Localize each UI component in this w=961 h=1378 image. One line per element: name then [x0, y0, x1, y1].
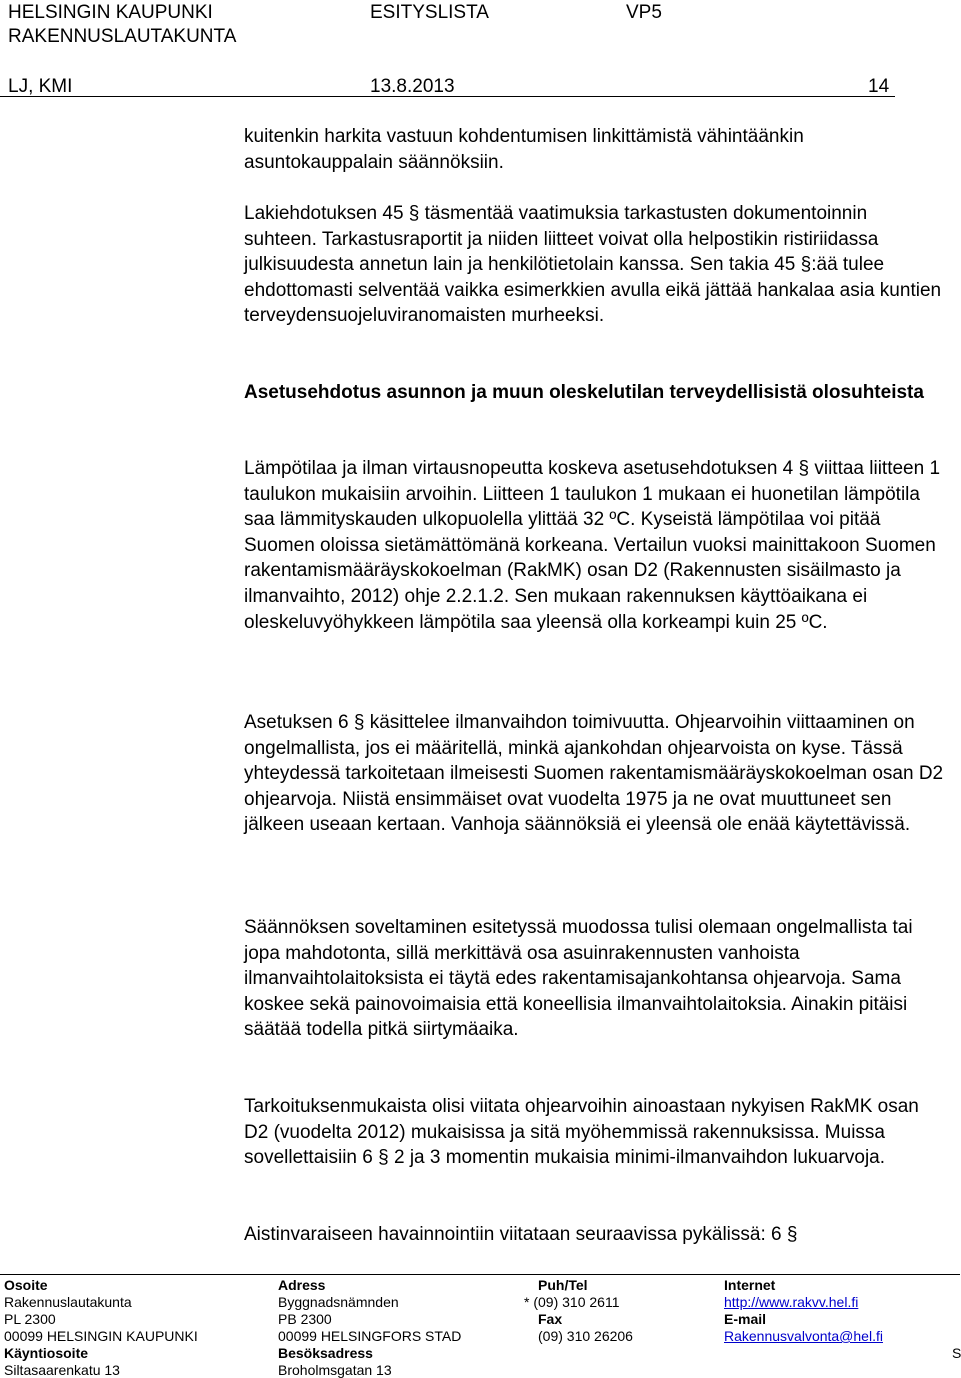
footer-email-heading: E-mail [724, 1311, 767, 1327]
footer-besoksadress-heading: Besöksadress [278, 1345, 373, 1361]
section-heading: Asetusehdotus asunnon ja muun oleskelutilan terveydellisistä olosuhteista [244, 382, 924, 403]
paragraph-7: Aistinvaraiseen havainnointiin viitataan seuraavissa pykälissä: 6 § [244, 1224, 798, 1245]
footer-email-link[interactable]: Rakennusvalvonta@hel.fi [724, 1328, 883, 1344]
footer-website-link[interactable]: http://www.rakvv.hel.fi [724, 1294, 859, 1310]
header-date: 13.8.2013 [370, 76, 455, 97]
footer-besoksadress: Broholmsgatan 13 [278, 1362, 392, 1378]
paragraph-1: kuitenkin harkita vastuun kohdentumisen linkittämistä vähintäänkin asuntokauppalain säännöksiin. [244, 126, 804, 173]
footer-phone-number: * (09) 310 2611 [524, 1294, 620, 1310]
footer-address-line-1: Rakennuslautakunta [4, 1294, 132, 1310]
paragraph-4: Asetuksen 6 § käsittelee ilmanvaihdon toimivuutta. Ohjearvoihin viittaaminen on ongelmallista, jos ei määritellä, minkä ajankohdan ohjearvoista on kyse. Tässä yhteydessä tarkoitetaan ilmeisesti Suomen rakentamismääräyskokoelman osan D2 ohjearvoja. Niistä ensimmäiset ovat vuodelta 1975 ja ne ovat muuttuneet sen jälkeen useaan kertaan. Vanhoja säännöksiä ei yleensä ole enää käytettävissä. [244, 712, 944, 836]
footer-fax-number: (09) 310 26206 [538, 1328, 633, 1344]
header-section: VP5 [626, 2, 662, 23]
footer-adress-heading: Adress [278, 1277, 326, 1293]
header-unit: RAKENNUSLAUTAKUNTA [8, 26, 237, 47]
footer-adress-line-1: Byggnadsnämnden [278, 1294, 399, 1310]
footer-visiting-address-heading: Käyntiosoite [4, 1345, 89, 1361]
footer-visiting-address: Siltasaarenkatu 13 [4, 1362, 120, 1378]
paragraph-2: Lakiehdotuksen 45 § täsmentää vaatimuksia tarkastusten dokumentoinnin suhteen. Tarkastusraportit ja niiden liitteet voivat olla helpostikin ristiriidassa julkisuudesta annetun lain ja henkilötietolain kanssa. Sen takia 45 §:ää tulee ehdottomasti selventää vaikka esimerkkien avulla eikä jättää hankalaa asia kuntien terveydensuojeluviranomaisten murheeksi. [244, 203, 942, 327]
header-org: HELSINGIN KAUPUNKI [8, 2, 213, 23]
footer-phone-heading: Puh/Tel [538, 1277, 588, 1293]
paragraph-6: Tarkoituksenmukaista olisi viitata ohjearvoihin ainoastaan nykyisen RakMK osan D2 (vuodelta 2012) mukaisissa ja sitä myöhemmissä rakennuksissa. Muissa sovellettaisiin 6 § 2 ja 3 momentin mukaisia minimi-ilmanvaihdon lukuarvoja. [244, 1096, 919, 1169]
footer-adress-line-2: PB 2300 [278, 1311, 332, 1327]
header-rule [0, 96, 895, 97]
footer-adress-line-3: 00099 HELSINGFORS STAD [278, 1328, 462, 1344]
footer-internet-heading: Internet [724, 1277, 776, 1293]
footer-address-line-2: PL 2300 [4, 1311, 56, 1327]
header-page-number: 14 [868, 76, 890, 97]
footer-address-heading: Osoite [4, 1277, 48, 1293]
footer-edge-char: S [952, 1345, 961, 1361]
header-doc-type: ESITYSLISTA [370, 2, 489, 23]
header-author-initials: LJ, KMI [8, 76, 73, 97]
paragraph-5: Säännöksen soveltaminen esitetyssä muodossa tulisi olemaan ongelmallista tai jopa mahdotonta, sillä merkittävä osa asuinrakennusten vanhoista ilmanvaihtolaitoksista ei täytä edes rakentamisajankohtansa ohjearvoja. Sama koskee sekä painovoimaisia että koneellisia ilmanvaihtolaitoksia. Ainakin pitäisi säätää todella pitkä siirtymäaika. [244, 917, 913, 1041]
footer-fax-heading: Fax [538, 1311, 563, 1327]
footer-address-line-3: 00099 HELSINGIN KAUPUNKI [4, 1328, 198, 1344]
footer-rule [0, 1274, 960, 1275]
paragraph-3: Lämpötilaa ja ilman virtausnopeutta koskeva asetusehdotuksen 4 § viittaa liitteen 1 taulukon mukaisiin arvoihin. Liitteen 1 taulukon 1 mukaan ei huonetilan lämpötila saa lämmityskauden ulkopuolella ylittää 32 ºC. Kyseistä lämpötilaa voi pitää Suomen oloissa sietämättömänä korkeana. Vertailun vuoksi mainittakoon Suomen rakentamismääräyskokoelman (RakMK) osan D2 (Rakennusten sisäilmasto ja ilmanvaihto, 2012) ohje 2.2.1.2. Sen mukaan rakennuksen käyttöaikana ei oleskeluvyöhykkeen lämpötila saa yleensä olla korkeampi kuin 25 ºC. [244, 458, 941, 633]
